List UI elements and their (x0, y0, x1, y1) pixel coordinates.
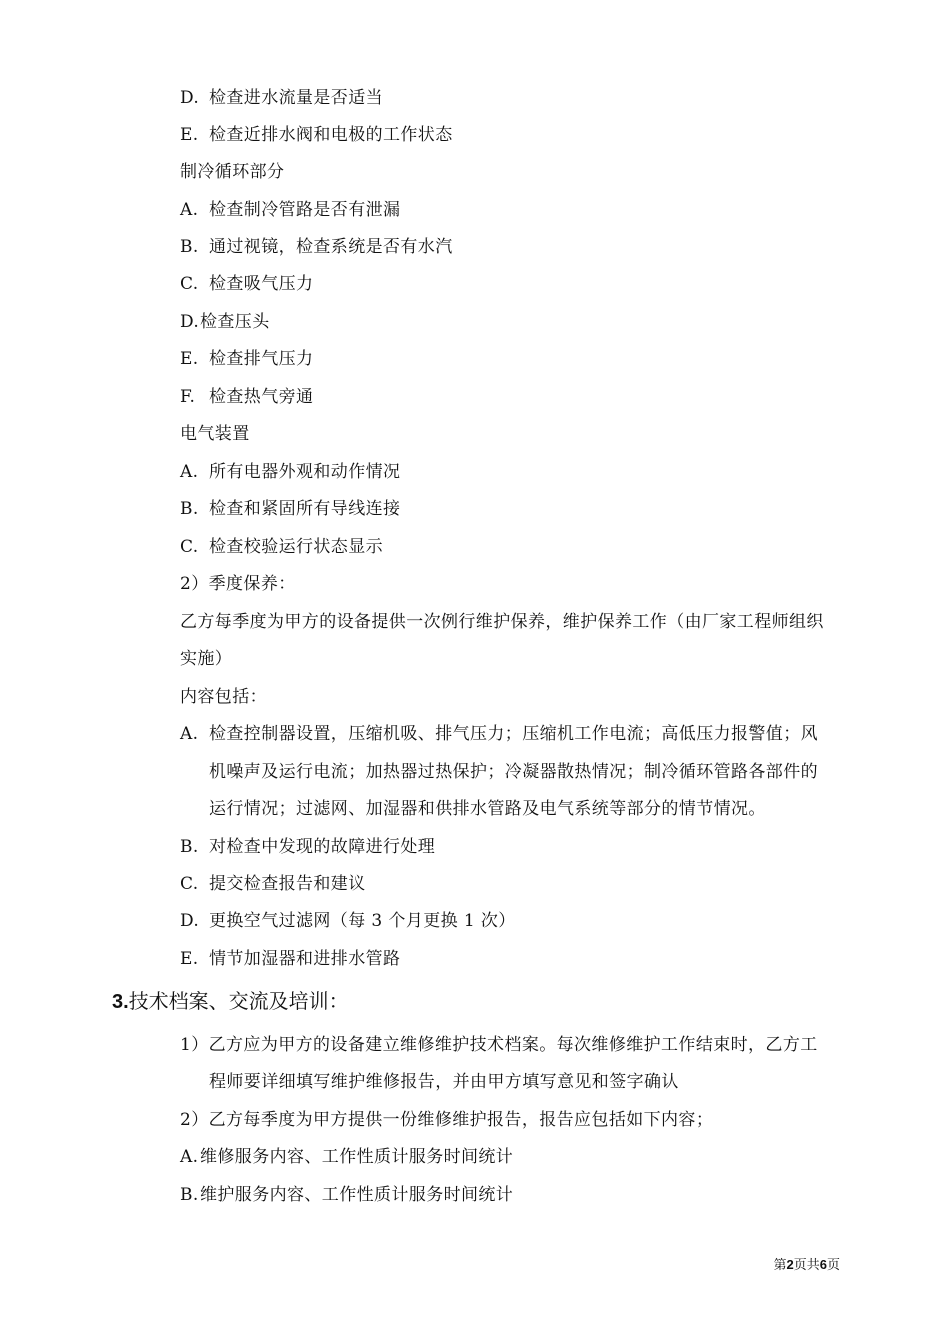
item-text: 提交检查报告和建议 (209, 874, 366, 894)
subheading-refrigeration: 制冷循环部分 (180, 162, 285, 182)
item-label: F. (180, 387, 196, 407)
item-label: E. (180, 125, 199, 145)
section-number: 3. (112, 991, 129, 1013)
item-label: B. (180, 837, 199, 857)
item-text: 检查控制器设置，压缩机吸、排气压力；压缩机工作电流；高低压力报警值；风 (209, 724, 818, 744)
list-item (180, 236, 453, 258)
list-item (180, 948, 400, 970)
item-text: 检查近排水阀和电极的工作状态 (209, 125, 453, 145)
footer-mid: 页共 (793, 1258, 820, 1273)
item-label: D. (180, 88, 200, 108)
item-text: 检查排气压力 (209, 349, 314, 369)
section-heading (112, 988, 349, 1015)
list-item (180, 723, 818, 745)
item-label: C. (180, 274, 199, 294)
list-item (180, 836, 435, 858)
item-text: 对检查中发现的故障进行处理 (209, 837, 436, 857)
list-item (180, 124, 453, 146)
item-label: A. (180, 724, 199, 744)
item-label: C. (180, 537, 199, 557)
item-text: 维护服务内容、工作性质计服务时间统计 (200, 1185, 514, 1205)
list-item (180, 536, 383, 558)
item-text: 通过视镜，检查系统是否有水汽 (209, 237, 453, 257)
list-item (180, 87, 383, 109)
total-page-number: 6 (819, 1257, 827, 1272)
item-text: 所有电器外观和动作情况 (209, 462, 401, 482)
paragraph-line: 实施） (180, 649, 233, 669)
item-label: D. (180, 312, 200, 332)
item-label: B. (180, 499, 199, 519)
item-text: 检查热气旁通 (209, 387, 314, 407)
current-page-number: 2 (786, 1257, 794, 1272)
list-item (180, 1146, 513, 1168)
list-item (180, 199, 400, 221)
list-item (180, 498, 400, 520)
item-label: C. (180, 874, 199, 894)
item-label: B. (180, 1185, 199, 1205)
page-footer (773, 1256, 840, 1275)
list-item (180, 1184, 513, 1206)
item-label: E. (180, 349, 199, 369)
section-title: 技术档案、交流及培训： (128, 989, 349, 1013)
list-item-continuation: 机噪声及运行电流；加热器过热保护；冷凝器散热情况；制冷循环管路各部件的 (209, 762, 818, 782)
item-text: 检查和紧固所有导线连接 (209, 499, 401, 519)
paragraph-line: 内容包括： (180, 687, 267, 707)
item-label: A. (180, 1147, 199, 1167)
item-text: 检查制冷管路是否有泄漏 (209, 200, 401, 220)
footer-post: 页 (826, 1258, 840, 1273)
item-text: 检查压头 (200, 312, 270, 332)
list-item (180, 311, 270, 333)
subheading-electrical: 电气装置 (180, 424, 250, 444)
list-item (180, 873, 366, 895)
item-text: 更换空气过滤网（每 3 个月更换 1 次） (209, 911, 516, 931)
item-label: A. (180, 462, 199, 482)
list-item (180, 386, 313, 408)
item-text: 检查吸气压力 (209, 274, 314, 294)
paragraph-line: 1）乙方应为甲方的设备建立维修维护技术档案。每次维修维护工作结束时，乙方工 (180, 1035, 818, 1055)
list-item (180, 910, 516, 932)
item-label: D. (180, 911, 200, 931)
item-text: 维修服务内容、工作性质计服务时间统计 (200, 1147, 514, 1167)
item-label: E. (180, 949, 199, 969)
list-item (180, 273, 313, 295)
paragraph-line: 乙方每季度为甲方的设备提供一次例行维护保养，维护保养工作（由厂家工程师组织 (180, 612, 824, 632)
item-label: B. (180, 237, 199, 257)
list-item (180, 461, 400, 483)
list-item-continuation: 运行情况；过滤网、加湿器和供排水管路及电气系统等部分的情节情况。 (209, 799, 766, 819)
item-text: 检查校验运行状态显示 (209, 537, 383, 557)
paragraph-line: 程师要详细填写维护维修报告，并由甲方填写意见和签字确认 (209, 1072, 679, 1092)
paragraph-line: 2）乙方每季度为甲方提供一份维修维护报告，报告应包括如下内容； (180, 1110, 714, 1130)
item-text: 检查进水流量是否适当 (209, 88, 383, 108)
item-label: A. (180, 200, 199, 220)
footer-pre: 第 (773, 1258, 787, 1273)
item-text: 情节加湿器和进排水管路 (209, 949, 401, 969)
subheading-quarterly: 2）季度保养： (180, 574, 296, 594)
list-item (180, 348, 313, 370)
